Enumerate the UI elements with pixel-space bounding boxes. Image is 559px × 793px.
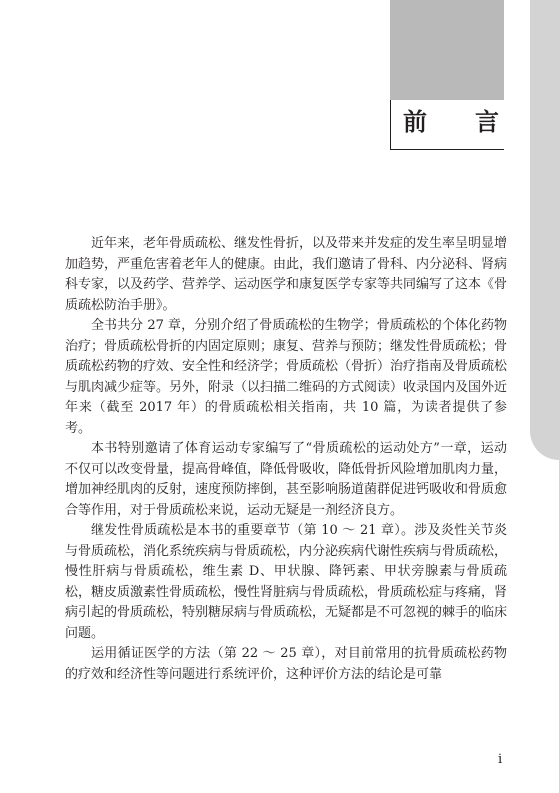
- paragraph-2: 全书共分 27 章，分别介绍了骨质疏松的生物学；骨质疏松的个体化药物治疗；骨质疏松骨折的内固定原则；康复、营养与预防；继发性骨质疏松；骨质疏松药物的疗效、安全性和经济学；骨质疏松（骨折）治疗指南及骨质疏松与肌肉减少症等。另外，附录（以扫描二维码的方式阅读）收录国内及国外近年来（截至 2017 年）的骨质疏松相关指南，共 10 篇，为读者提供了参考。: [65, 318, 508, 436]
- title-box: [390, 100, 504, 150]
- title-char-1: 前: [403, 107, 427, 136]
- page-number: i: [498, 752, 503, 767]
- page-title: [403, 108, 499, 136]
- paragraph-5: 运用循证医学的方法（第 22 ～ 25 章），对目前常用的抗骨质疏松药物的疗效和经济性等问题进行系统评价，这种评价方法的结论是可靠: [65, 646, 507, 682]
- paragraph-1: 近年来，老年骨质疏松、继发性骨折，以及带来并发症的发生率呈明显增加趋势，严重危害着老年人的健康。由此，我们邀请了骨科、内分泌科、肾病科专家，以及药学、营养学、运动医学和康复医学专家等共同编写了这本《骨质疏松防治手册》。: [65, 236, 508, 313]
- header-gray-block: [390, 0, 504, 100]
- paragraph-4: 继发性骨质疏松是本书的重要章节（第 10 ～ 21 章）。涉及炎性关节炎与骨质疏松，消化系统疾病与骨质疏松，内分泌疾病代谢性疾病与骨质疏松，慢性肝病与骨质疏松，维生素 D、甲状腺、降钙素、甲状旁腺素与骨质疏松，糖皮质激素性骨质疏松，慢性肾脏病与骨质疏松，骨质疏松症与疼痛，肾病引起的骨质疏松，特别糖尿病与骨质疏松，无疑都是不可忽视的棘手的临床问题。: [65, 523, 508, 641]
- preface-body: [65, 234, 507, 685]
- chapter-side-tab: [530, 0, 559, 460]
- title-char-2: 言: [475, 107, 499, 136]
- paragraph-3: 本书特别邀请了体育运动专家编写了“骨质疏松的运动处方”一章，运动不仅可以改变骨量，提高骨峰值，降低骨吸收，降低骨折风险增加肌肉力量，增加神经肌肉的反射，速度预防摔倒，甚至影响肠道菌群促进钙吸收和骨质愈合等作用，对于骨质疏松来说，运动无疑是一剂经济良方。: [65, 441, 508, 518]
